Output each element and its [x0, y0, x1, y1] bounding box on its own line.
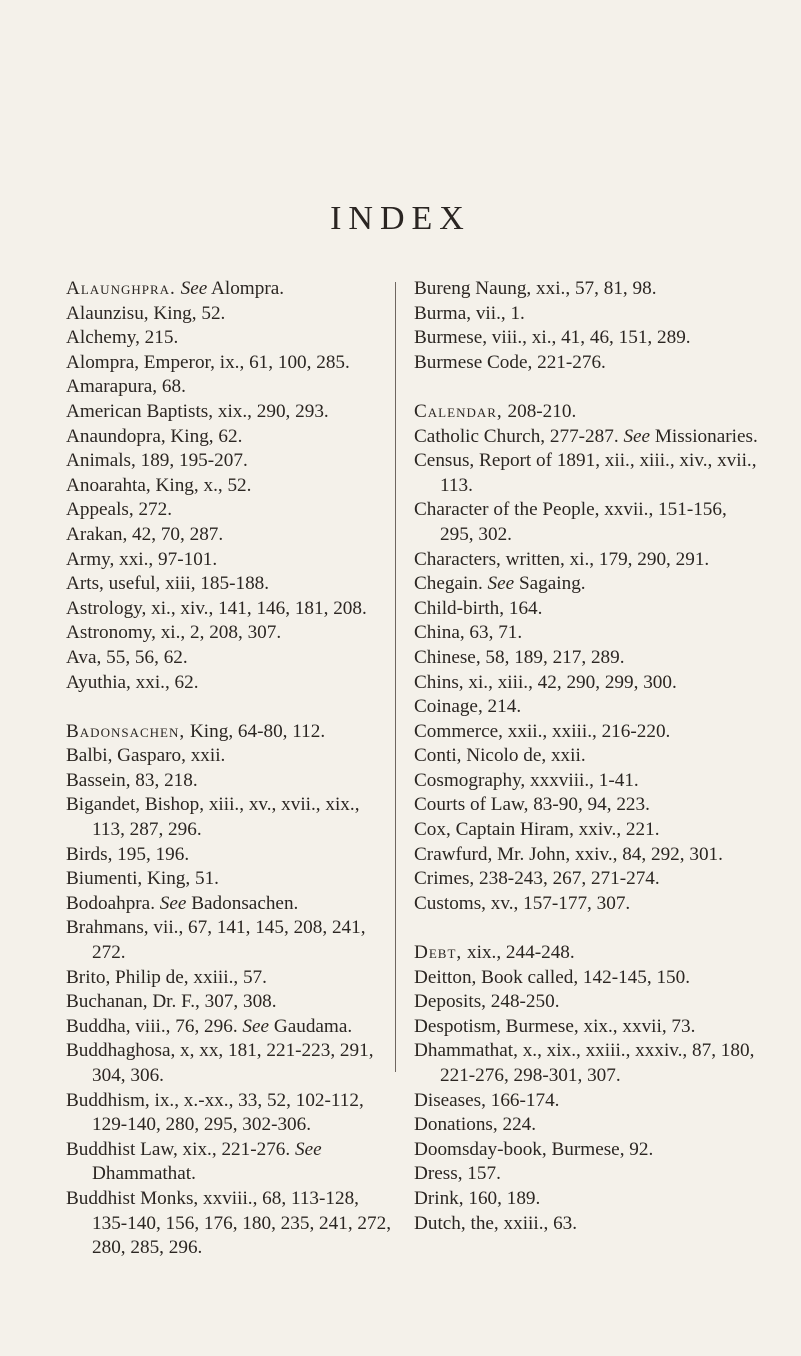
entry-text: Dhammathat.: [92, 1163, 196, 1185]
section-gap: [414, 916, 759, 941]
index-entry: [414, 277, 759, 302]
entry-text: Biumenti, King, 51.: [66, 868, 219, 890]
index-entry: [414, 351, 759, 376]
index-entry: [414, 302, 759, 327]
entry-text: Coinage, 214.: [414, 696, 522, 718]
see-reference: See: [242, 1015, 270, 1037]
index-entry: [414, 744, 759, 769]
entry-text: Diseases, 166-174.: [414, 1089, 560, 1111]
entry-heading: Badonsachen,: [66, 720, 186, 742]
entry-text: Brito, Philip de, xxiii., 57.: [66, 966, 267, 988]
index-entry: [414, 449, 759, 498]
entry-text: Astronomy, xi., 2, 208, 307.: [66, 622, 282, 644]
entry-text: Donations, 224.: [414, 1114, 537, 1136]
entry-text: Astrology, xi., xiv., 141, 146, 181, 208.: [66, 597, 367, 619]
index-entry: [414, 843, 759, 868]
entry-text: Anaundopra, King, 62.: [66, 425, 243, 447]
entry-text: Deposits, 248-250.: [414, 991, 560, 1013]
index-entry: [414, 326, 759, 351]
index-entry: [66, 867, 391, 892]
index-entry: [66, 646, 391, 671]
index-column-left: [66, 277, 391, 1261]
entry-heading: Buddhist Law, xix., 221-276.: [66, 1138, 291, 1160]
entry-heading: Debt,: [414, 942, 463, 964]
index-entry: [414, 769, 759, 794]
index-entry: [414, 793, 759, 818]
page-title: INDEX: [330, 200, 471, 237]
entry-heading: Calendar,: [414, 400, 503, 422]
index-entry: [414, 867, 759, 892]
entry-text: Appeals, 272.: [66, 499, 173, 521]
entry-text: Dhammathat, x., xix., xxiii., xxxiv., 87, 180, 221-276, 298-301, 307.: [414, 1040, 755, 1086]
index-entry: [66, 671, 391, 696]
index-entry: [414, 720, 759, 745]
index-entry: [66, 1089, 391, 1138]
index-column-right: [414, 277, 759, 1236]
index-entry: [414, 425, 759, 450]
index-entry: [66, 498, 391, 523]
entry-text: Chins, xi., xiii., 42, 290, 299, 300.: [414, 671, 677, 693]
index-entry: [66, 548, 391, 573]
entry-text: Missionaries.: [654, 425, 758, 447]
index-entry: [66, 843, 391, 868]
entry-text: Burma, vii., 1.: [414, 302, 525, 324]
index-entry: [66, 769, 391, 794]
index-entry: [66, 720, 391, 745]
entry-text: Buddhist Monks, xxviii., 68, 113-128, 135-140, 156, 176, 180, 235, 241, 272, 280, 285, 296.: [66, 1187, 391, 1259]
see-reference: See: [159, 892, 187, 914]
index-entry: [66, 916, 391, 965]
see-reference: See: [487, 573, 515, 595]
index-entry: [66, 793, 391, 842]
entry-text: Census, Report of 1891, xii., xiii., xiv., xvii., 113.: [414, 450, 757, 496]
section-gap: [414, 375, 759, 400]
entry-text: Cox, Captain Hiram, xxiv., 221.: [414, 819, 660, 841]
index-entry: [414, 498, 759, 547]
index-entry: [66, 523, 391, 548]
index-entry: [66, 966, 391, 991]
entry-text: Ayuthia, xxi., 62.: [66, 671, 199, 693]
entry-text: King, 64-80, 112.: [189, 720, 326, 742]
entry-text: Arakan, 42, 70, 287.: [66, 523, 224, 545]
index-entry: [414, 1113, 759, 1138]
entry-text: China, 63, 71.: [414, 622, 523, 644]
index-entry: [66, 326, 391, 351]
index-entry: [66, 474, 391, 499]
entry-text: Alompra.: [211, 278, 285, 299]
entry-text: Doomsday-book, Burmese, 92.: [414, 1138, 654, 1160]
index-entry: [414, 1138, 759, 1163]
entry-text: Alchemy, 215.: [66, 327, 179, 349]
index-entry: [66, 744, 391, 769]
index-entry: [66, 1138, 391, 1187]
index-entry: [414, 646, 759, 671]
index-entry: [414, 1162, 759, 1187]
see-reference: See: [295, 1138, 322, 1160]
index-entry: [66, 1187, 391, 1261]
entry-text: Brahmans, vii., 67, 141, 145, 208, 241, 272.: [66, 917, 366, 964]
index-entry: [66, 572, 391, 597]
index-entry: [414, 1015, 759, 1040]
index-entry: [66, 351, 391, 376]
entry-text: Cosmography, xxxviii., 1-41.: [414, 769, 639, 791]
entry-text: Amarapura, 68.: [66, 376, 186, 398]
entry-text: Dutch, the, xxiii., 63.: [414, 1212, 578, 1234]
entry-text: Conti, Nicolo de, xxii.: [414, 745, 586, 767]
entry-text: Crimes, 238-243, 267, 271-274.: [414, 868, 660, 890]
entry-text: Bassein, 83, 218.: [66, 769, 198, 791]
entry-text: Birds, 195, 196.: [66, 843, 190, 865]
index-entry: [66, 302, 391, 327]
index-entry: [66, 892, 391, 917]
index-entry: [66, 375, 391, 400]
index-entry: [414, 892, 759, 917]
index-entry: [66, 597, 391, 622]
entry-text: Customs, xv., 157-177, 307.: [414, 892, 631, 914]
column-divider: [395, 282, 396, 1072]
entry-text: Characters, written, xi., 179, 290, 291.: [414, 548, 710, 570]
entry-text: Courts of Law, 83-90, 94, 223.: [414, 794, 650, 816]
index-entry: [414, 1187, 759, 1212]
index-entry: [414, 597, 759, 622]
entry-text: Anoarahta, King, x., 52.: [66, 474, 252, 496]
section-gap: [66, 695, 391, 720]
index-entry: [414, 621, 759, 646]
entry-text: Arts, useful, xiii, 185-188.: [66, 573, 270, 595]
entry-text: Crawfurd, Mr. John, xxiv., 84, 292, 301.: [414, 843, 723, 865]
entry-text: Character of the People, xxvii., 151-156, 295, 302.: [414, 499, 727, 545]
entry-heading: Alaunghpra.: [66, 278, 176, 299]
entry-heading: Chegain.: [414, 573, 483, 595]
entry-text: Buddhaghosa, x, xx, 181, 221-223, 291, 304, 306.: [66, 1040, 374, 1086]
entry-heading: Bodoahpra.: [66, 892, 155, 914]
index-entry: [414, 941, 759, 966]
see-reference: See: [180, 278, 208, 299]
index-entry: [66, 1015, 391, 1040]
index-entry: [66, 425, 391, 450]
entry-text: Ava, 55, 56, 62.: [66, 646, 188, 668]
index-entry: [66, 1039, 391, 1088]
index-entry: [414, 966, 759, 991]
entry-text: Despotism, Burmese, xix., xxvii, 73.: [414, 1015, 696, 1037]
entry-heading: Catholic Church, 277-287.: [414, 425, 619, 447]
entry-text: Badonsachen.: [191, 892, 299, 914]
index-entry: [66, 621, 391, 646]
index-entry: [414, 1212, 759, 1237]
entry-text: Deitton, Book called, 142-145, 150.: [414, 966, 691, 988]
entry-text: Chinese, 58, 189, 217, 289.: [414, 646, 625, 668]
entry-text: xix., 244-248.: [467, 942, 575, 964]
entry-heading: Buddha, viii., 76, 296.: [66, 1015, 238, 1037]
index-entry: [66, 990, 391, 1015]
index-entry: [66, 277, 391, 302]
entry-text: Gaudama.: [273, 1015, 353, 1037]
index-entry: [66, 400, 391, 425]
entry-text: Animals, 189, 195-207.: [66, 450, 248, 472]
entry-text: 208-210.: [507, 400, 577, 422]
entry-text: Burmese Code, 221-276.: [414, 351, 606, 373]
index-entry: [414, 400, 759, 425]
see-reference: See: [623, 425, 651, 447]
entry-text: Child-birth, 164.: [414, 597, 543, 619]
index-entry: [414, 572, 759, 597]
index-entry: [414, 818, 759, 843]
index-entry: [414, 671, 759, 696]
entry-text: Buddhism, ix., x.-xx., 33, 52, 102-112, 129-140, 280, 295, 302-306.: [66, 1089, 364, 1136]
index-entry: [414, 1039, 759, 1088]
index-entry: [414, 548, 759, 573]
index-entry: [414, 1089, 759, 1114]
entry-text: American Baptists, xix., 290, 293.: [66, 400, 329, 422]
entry-text: Drink, 160, 189.: [414, 1187, 541, 1209]
entry-text: Commerce, xxii., xxiii., 216-220.: [414, 720, 671, 742]
entry-text: Buchanan, Dr. F., 307, 308.: [66, 991, 277, 1013]
entry-text: Dress, 157.: [414, 1163, 501, 1185]
entry-text: Bigandet, Bishop, xiii., xv., xvii., xix., 113, 287, 296.: [66, 794, 360, 841]
index-entry: [414, 695, 759, 720]
entry-text: Burmese, viii., xi., 41, 46, 151, 289.: [414, 327, 691, 349]
entry-text: Alaunzisu, King, 52.: [66, 302, 226, 324]
entry-text: Bureng Naung, xxi., 57, 81, 98.: [414, 278, 657, 299]
index-entry: [414, 990, 759, 1015]
index-entry: [66, 449, 391, 474]
entry-text: Alompra, Emperor, ix., 61, 100, 285.: [66, 351, 350, 373]
entry-text: Sagaing.: [518, 573, 586, 595]
entry-text: Balbi, Gasparo, xxii.: [66, 745, 226, 767]
entry-text: Army, xxi., 97-101.: [66, 548, 218, 570]
